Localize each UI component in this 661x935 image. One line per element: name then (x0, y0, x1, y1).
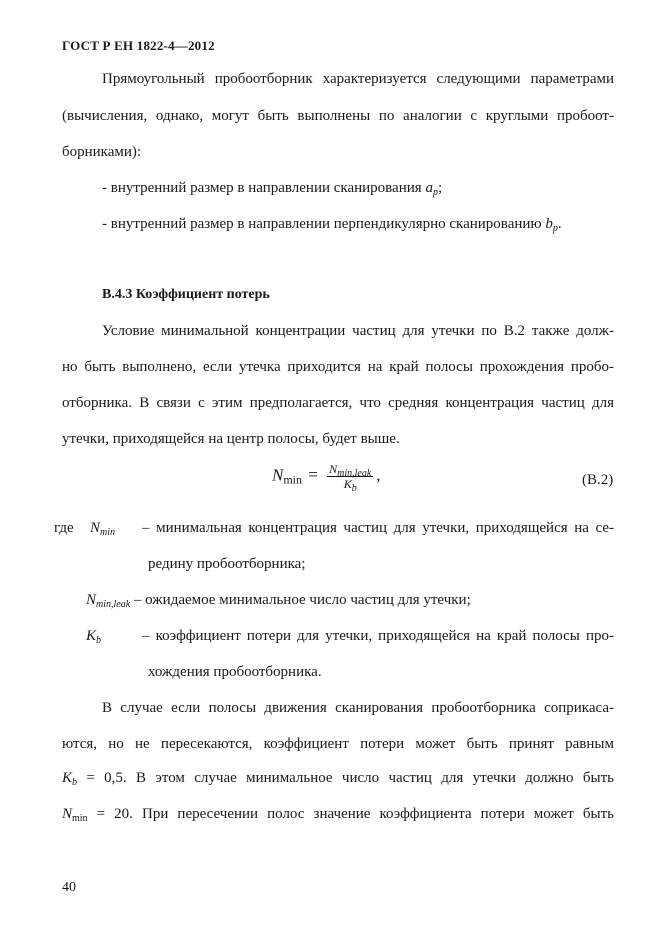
para1-line-1: Условие минимальной концентрации частиц для утечки по В.2 также долж- (102, 323, 614, 339)
term-nmin: $N_{min}$ (90, 520, 116, 538)
list-item-perp-size: - внутренний размер в направлении перпендикулярно сканированию $b_p$. (102, 216, 562, 234)
page-number: 40 (62, 880, 76, 895)
intro-line-3: борниками): (62, 144, 142, 160)
where-label: где (54, 520, 74, 536)
para2-line-2: ются, но не пересекаются, коэффициент потери может быть принят равным (62, 736, 614, 752)
section-heading: В.4.3 Коэффициент потерь (102, 287, 270, 302)
para2-line-1: В случае если полосы движения сканирования пробоотборника соприкаса- (102, 700, 614, 716)
para1-line-3: отборника. В связи с этим предполагается, что средняя концентрация частиц для (62, 395, 614, 411)
equation-number: (В.2) (582, 472, 614, 488)
formula-fraction: $\frac{N_{min,leak}}{K_b}$ (329, 462, 372, 494)
term-kb-desc-2: хождения пробоотборника. (148, 664, 322, 680)
term-nmin-desc-1: – минимальная концентрация частиц для утечки, приходящейся на се- (142, 520, 614, 536)
para2-line-4: $N_{min} = 20$. При пересечении полос значение коэффициента потери может быть (62, 806, 614, 824)
term-kb-desc-1: – коэффициент потери для утечки, приходящейся на край полосы про- (142, 628, 614, 644)
document-header: ГОСТ Р ЕН 1822-4—2012 (62, 38, 215, 53)
term-kb: $K_b$ (86, 628, 102, 646)
formula-b2: $N_{min}$ = $\frac{N_{min,leak}}{K_b}$ , (272, 462, 381, 494)
para1-line-2: но быть выполнено, если утечка приходится на край полосы прохождения пробо- (62, 359, 614, 375)
intro-line-2: (вычисления, однако, могут быть выполнены по аналогии с круглыми пробоот- (62, 108, 614, 124)
intro-line-1: Прямоугольный пробоотборник характеризуется следующими параметрами (102, 71, 614, 87)
term-nminleak: $N_{min,leak}$ – ожидаемое минимальное число частиц для утечки; (86, 592, 471, 610)
list-item-scan-size: - внутренний размер в направлении сканирования $a_p$; (102, 180, 443, 198)
para1-line-4: утечки, приходящейся на центр полосы, будет выше. (62, 431, 400, 447)
term-nmin-desc-2: редину пробоотборника; (148, 556, 306, 572)
para2-line-3: $K_b = 0,5$. В этом случае минимальное число частиц для утечки должно быть (62, 770, 614, 788)
